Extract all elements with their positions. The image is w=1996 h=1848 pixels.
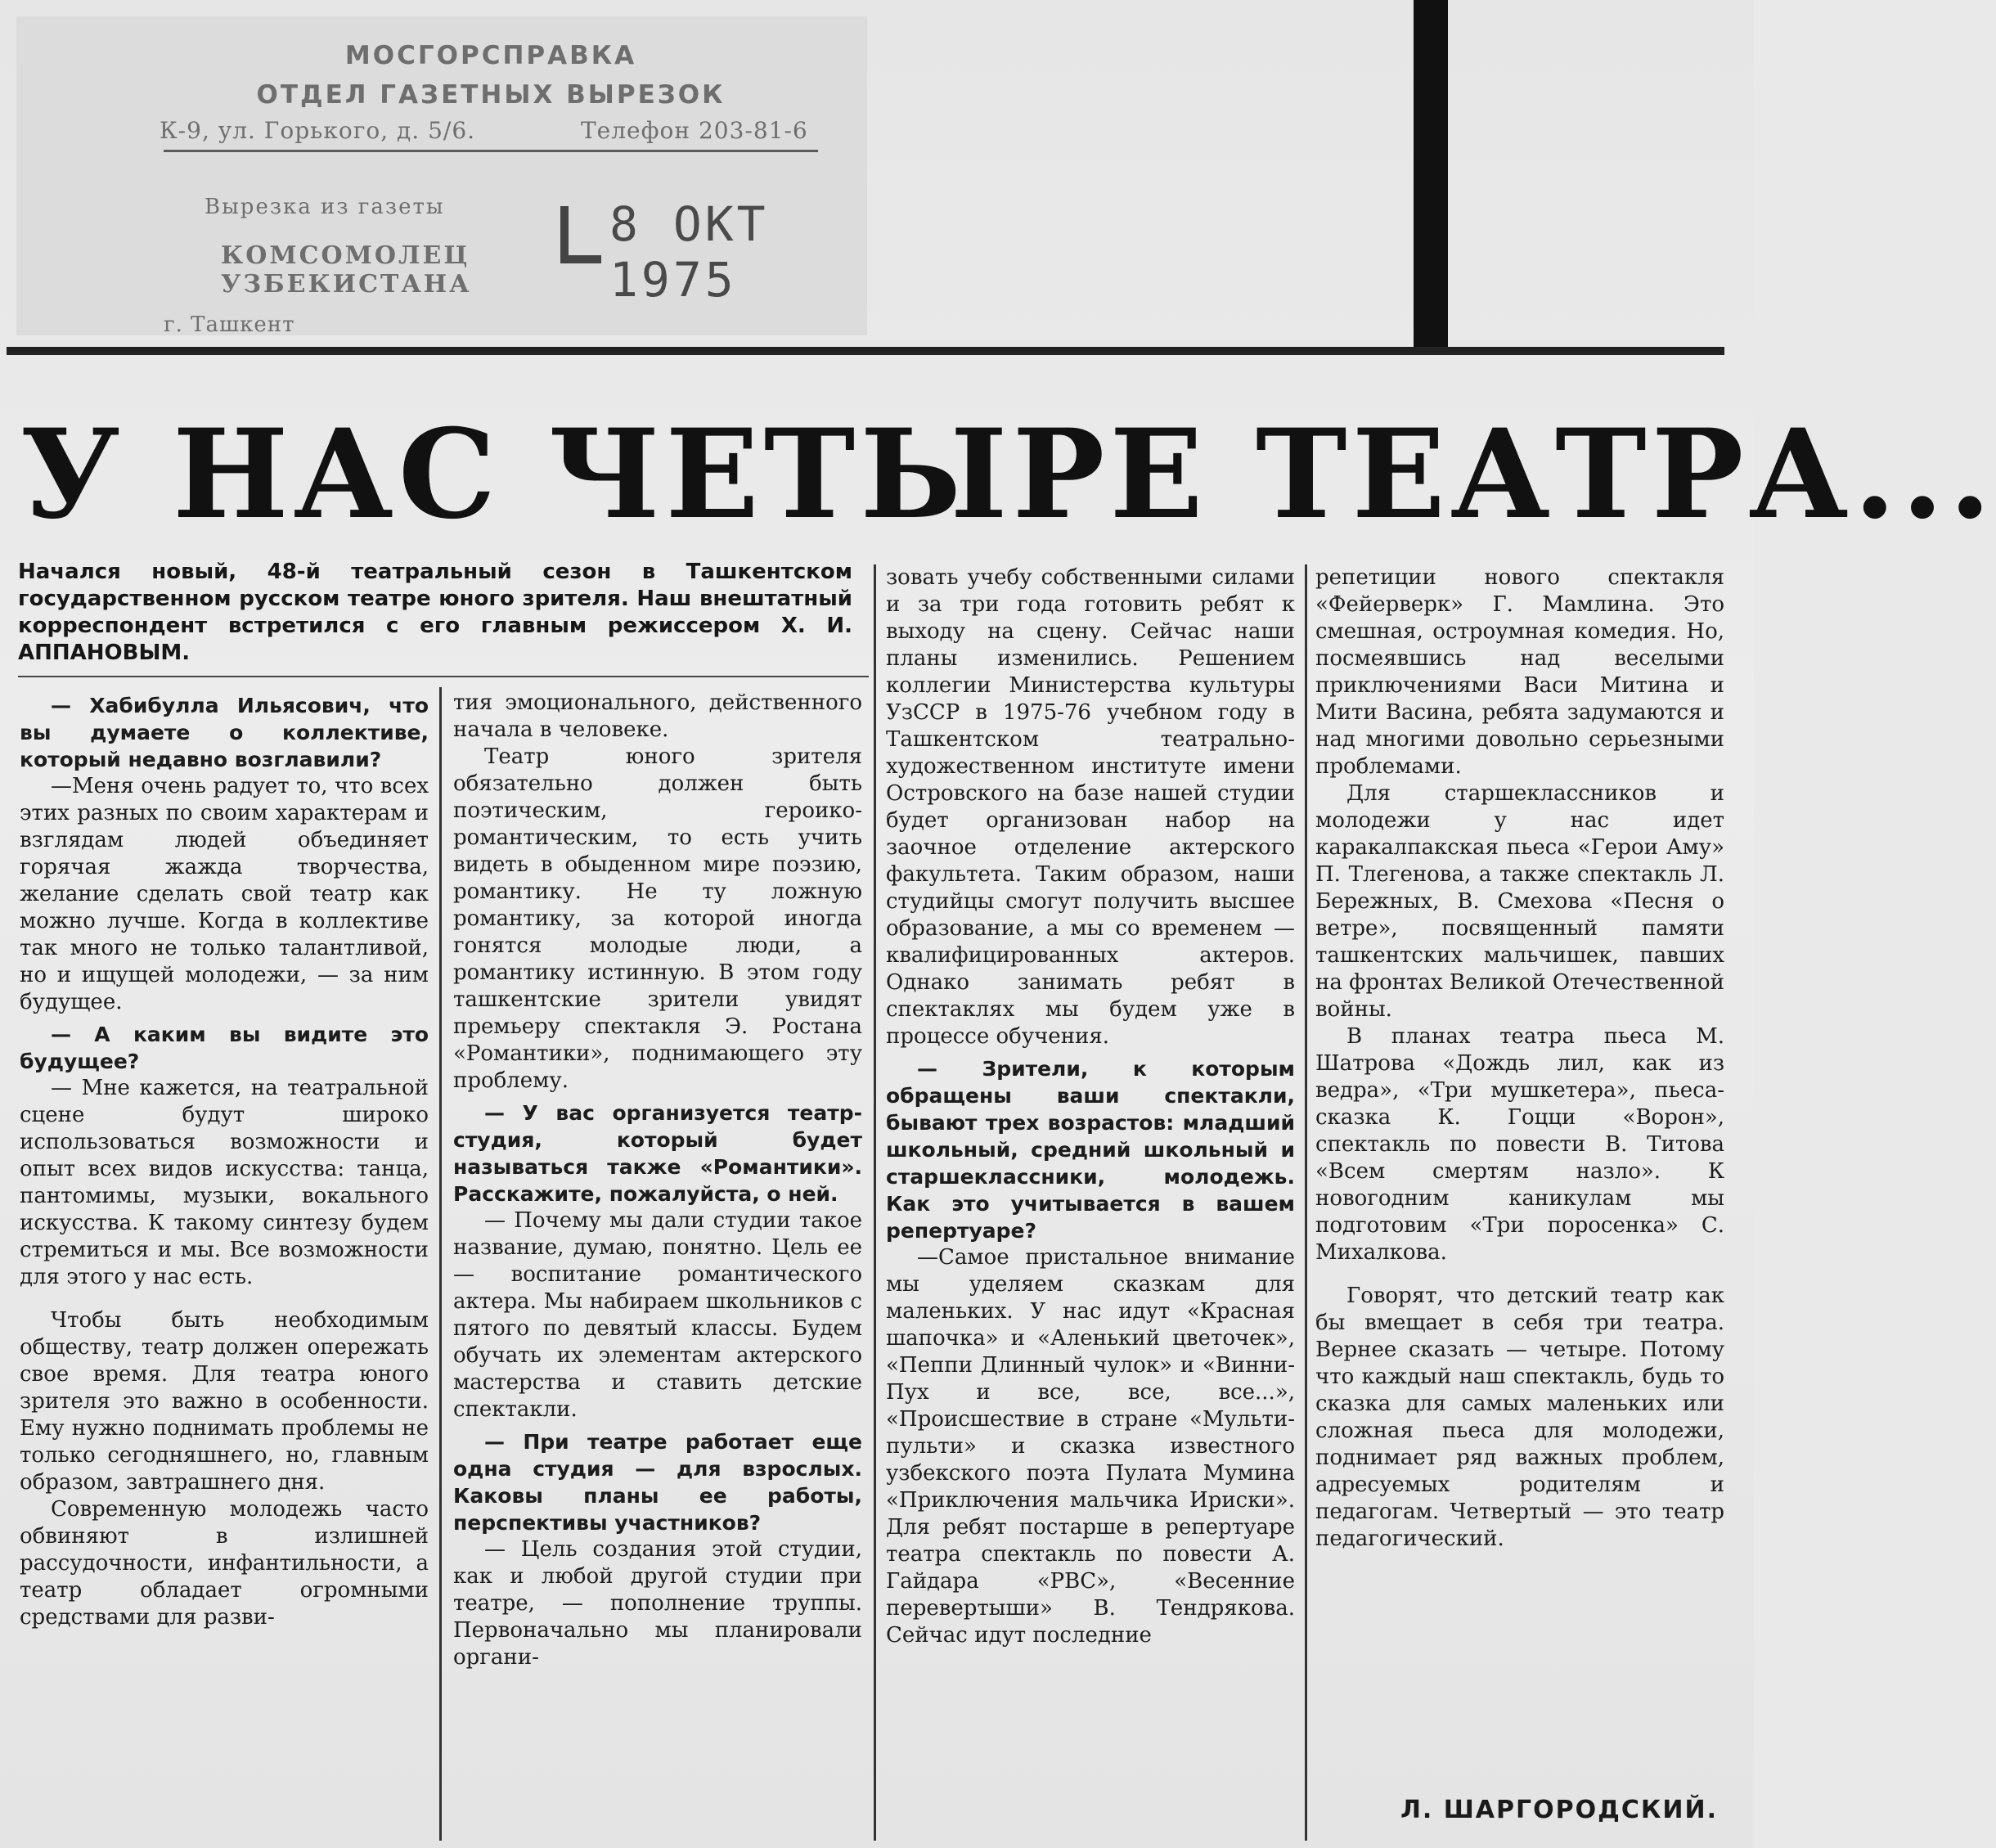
column-2	[453, 690, 862, 1671]
interview-question: — У вас организуется театр-студия, который будет называться также «Романтики». Расскажите, пожалуйста, о ней.	[453, 1101, 862, 1206]
intro-divider	[18, 676, 869, 677]
column-3	[886, 564, 1295, 1649]
paragraph: Говорят, что детский театр как бы вмещает в себя три театра. Вернее сказать — четыре. Потому что каждый наш спектакль, будь то сказка для самых маленьких или сложная пьеса для молодежи, поднимает ряд важных проблем, адресуемых родителям и педагогам. Четвертый — это театр педагогический.	[1315, 1284, 1724, 1551]
paragraph: репетиции нового спектакля «Фейерверк» Г. Мамлина. Это смешная, остроумная комедия. Но, посмеявшись над веселыми приключениями Васи Митина и Мити Васина, ребята задумаются и над многими довольно серьезными проблемами.	[1315, 565, 1724, 779]
stamp-department: ОТДЕЛ ГАЗЕТНЫХ ВЫРЕЗОК	[256, 80, 726, 110]
paragraph: тия эмоционального, действенного начала в человеке.	[453, 690, 862, 742]
interview-question: — При театре работает еще одна студия — для взрослых. Каковы планы ее работы, перспективы участников?	[453, 1430, 862, 1535]
paragraph: — Мне кажется, на театральной сцене будут широко использоваться возможности и опыт всех видов искусства: танца, пантомимы, музыки, вокального искусства. К такому синтезу будем стремиться и мы. Все возможности для этого у нас есть.	[20, 1076, 429, 1289]
stamp-organization: МОСГОРСПРАВКА	[344, 41, 637, 70]
column-1	[20, 687, 429, 1631]
black-vertical-bar	[1414, 0, 1448, 348]
paragraph: В планах театра пьеса М. Шатрова «Дождь лил, как из ведра», «Три мушкетера», пьеса-сказка К. Гоцци «Ворон», спектакль по повести В. Титова «Всем смертям назло». К новогодним каникулам мы подготовим «Три поросенка» С. Михалкова.	[1315, 1024, 1724, 1265]
black-horizontal-bar	[7, 347, 1724, 355]
stamp-city: г. Ташкент	[164, 312, 295, 337]
column-divider	[1305, 564, 1307, 1841]
paragraph: Для старшеклассников и молодежи у нас идет каракалпакская пьеса «Герои Аму» П. Тлегенова, а также спектакль Л. Бережных, В. Смехова «Песня о ветре», посвященный памяти ташкентских мальчишек, павших на фронтах Великой Отечественной войны.	[1315, 781, 1724, 1022]
stamp-paper-name-1: КОМСОМОЛЕЦ	[221, 241, 470, 270]
paragraph: — Цель создания этой студии, как и любой другой студии при театре, — пополнение труппы. Первоначально мы планировали органи-	[453, 1537, 862, 1670]
intro-lead: Начался новый, 48-й театральный сезон в Ташкентском государственном русском театре юного зрителя. Наш внештатный корреспондент встретился с его главным режиссером Х. И. АППАНОВЫМ.	[18, 560, 852, 665]
column-divider	[439, 687, 442, 1841]
paragraph: Чтобы быть необходимым обществу, театр должен опережать свое время. Для театра юного зрителя это важно в особенности. Ему нужно поднимать проблемы не только сегодняшнего, но, главным образом, завтрашнего дня.	[20, 1308, 429, 1495]
archive-stamp	[16, 16, 867, 335]
interview-question: — А каким вы видите это будущее?	[20, 1023, 429, 1073]
column-4	[1315, 564, 1724, 1553]
headline: У НАС ЧЕТЫРЕ ТЕАТРА...	[20, 402, 1996, 546]
stamp-rule	[164, 150, 818, 152]
stamp-phone: Телефон 203-81-6	[581, 117, 808, 144]
paragraph: — Почему мы дали студии такое название, думаю, понятно. Цель ее — воспитание романтического актера. Мы набираем школьников с пятого по девятый классы. Будем обучать их элементам актерского мастерства и ставить детские спектакли.	[453, 1208, 862, 1422]
date-stamp-mark	[560, 206, 601, 263]
column-divider	[874, 564, 876, 1841]
paragraph: Современную молодежь часто обвиняют в излишней рассудочности, инфантильности, а театр обладает огромными средствами для разви-	[20, 1497, 429, 1630]
stamp-cut-from: Вырезка из газеты	[205, 195, 445, 219]
author-signature: Л. ШАРГОРОДСКИЙ.	[1400, 1796, 1718, 1824]
interview-question: — Зрители, к которым обращены ваши спектакли, бывают трех возрастов: младший школьный, средний школьный и старшеклассники, молодежь. Как это учитывается в вашем репертуаре?	[886, 1057, 1295, 1243]
paragraph: зовать учебу собственными силами и за три года готовить ребят к выходу на сцену. Сейчас наши планы изменились. Решением коллегии Министерства культуры УзССР в 1975-76 учебном году в Ташкентском театрально-художественном институте имени Островского на базе нашей студии будет организован набор на заочное отделение актерского факультета. Таким образом, наши студийцы смогут получить высшее образование, а мы со временем — квалифицированных актеров. Однако занимать ребят в спектаклях мы будем уже в процессе обучения.	[886, 565, 1295, 1049]
paragraph: Театр юного зрителя обязательно должен быть поэтическим, героико-романтическим, то есть учить видеть в обыденном мире поэзию, романтику. Не ту ложную романтику, за которой иногда гонятся молодые люди, а романтику истинную. В этом году ташкентские зрители увидят премьеру спектакля Э. Ростана «Романтики», поднимающего эту проблему.	[453, 744, 862, 1093]
stamp-date: 8 ОКТ 1975	[609, 196, 769, 308]
stamp-paper-name-2: УЗБЕКИСТАНА	[221, 270, 472, 299]
paragraph: —Меня очень радует то, что всех этих разных по своим характерам и взглядам людей объединяет горячая жажда творчества, желание сделать свой театр как можно лучше. Когда в коллективе так много не только талантливой, но и ищущей молодежи, — за ним будущее.	[20, 774, 429, 1014]
stamp-address: К-9, ул. Горького, д. 5/6.	[160, 117, 476, 144]
interview-question: — Хабибулла Ильясович, что вы думаете о коллективе, который недавно возглавили?	[20, 694, 429, 771]
paragraph: —Самое пристальное внимание мы уделяем сказкам для маленьких. У нас идут «Красная шапочка» и «Аленький цветочек», «Пеппи Длинный чулок» и «Винни-Пух и все, все, все...», «Происшествие в стране «Мульти-пульти» и сказка известного узбекского поэта Пулата Мумина «Приключения мальчика Ириски». Для ребят постарше в репертуаре театра спектакль по повести А. Гайдара «РВС», «Весенние перевертыши» В. Тендрякова. Сейчас идут последние	[886, 1245, 1295, 1648]
